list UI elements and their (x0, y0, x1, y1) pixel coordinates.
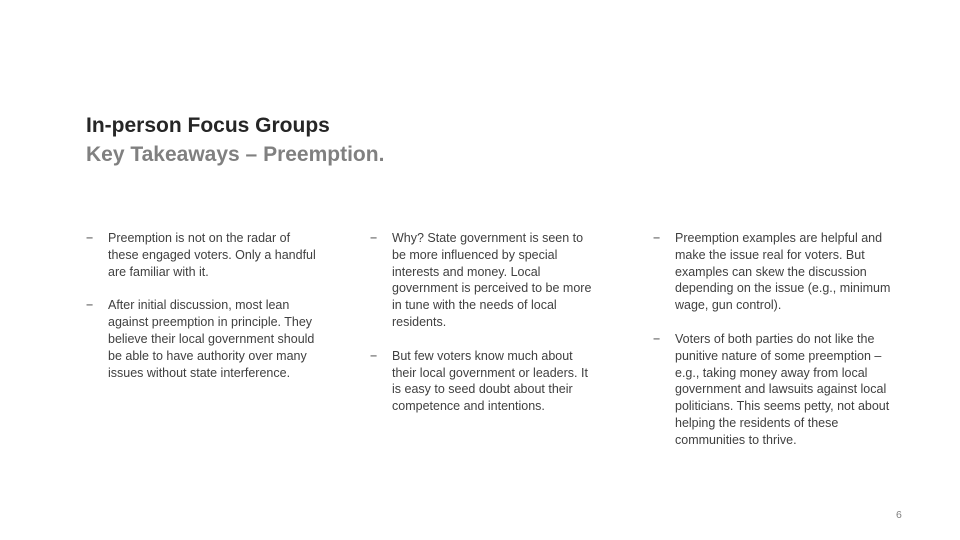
bullet-text: Preemption is not on the radar of these engaged voters. Only a handful are familiar with it. (108, 231, 316, 279)
slide-title: In-person Focus Groups (86, 114, 330, 137)
dash-bullet-icon: − (370, 348, 378, 363)
dash-bullet-icon: − (86, 231, 94, 245)
bullet-item (653, 331, 893, 449)
takeaways-column-3 (653, 230, 893, 449)
bullet-item (86, 297, 316, 381)
dash-bullet-icon: − (653, 231, 661, 245)
bullet-item (86, 230, 316, 280)
slide-subtitle: Key Takeaways – Preemption. (86, 143, 385, 166)
bullet-text: Why? State government is seen to be more influenced by special interests and money. Local government is perceived to be more in tune with the needs of local residents. (392, 231, 592, 329)
page-number: 6 (896, 509, 902, 521)
takeaways-column-2 (370, 230, 600, 415)
bullet-text: Voters of both parties do not like the punitive nature of some preemption – e.g., taking money away from local government and lawsuits against local politicians. This seems petty, not about helping the residents of these communities to thrive. (675, 331, 890, 447)
dash-bullet-icon: − (653, 331, 661, 346)
takeaways-column-1 (86, 230, 316, 381)
dash-bullet-icon: − (370, 231, 378, 245)
bullet-text: Preemption examples are helpful and make the issue real for voters. But examples can skew the discussion depending on the issue (e.g., minimum wage, gun control). (675, 231, 891, 313)
bullet-item (370, 230, 600, 331)
bullet-item (370, 348, 600, 415)
dash-bullet-icon: − (86, 298, 94, 313)
bullet-text: After initial discussion, most lean against preemption in principle. They believe their local government should be able to have authority over many issues without state interference. (108, 298, 315, 380)
bullet-text: But few voters know much about their local government or leaders. It is easy to seed doubt about their competence and intentions. (392, 348, 588, 414)
bullet-item (653, 230, 893, 314)
